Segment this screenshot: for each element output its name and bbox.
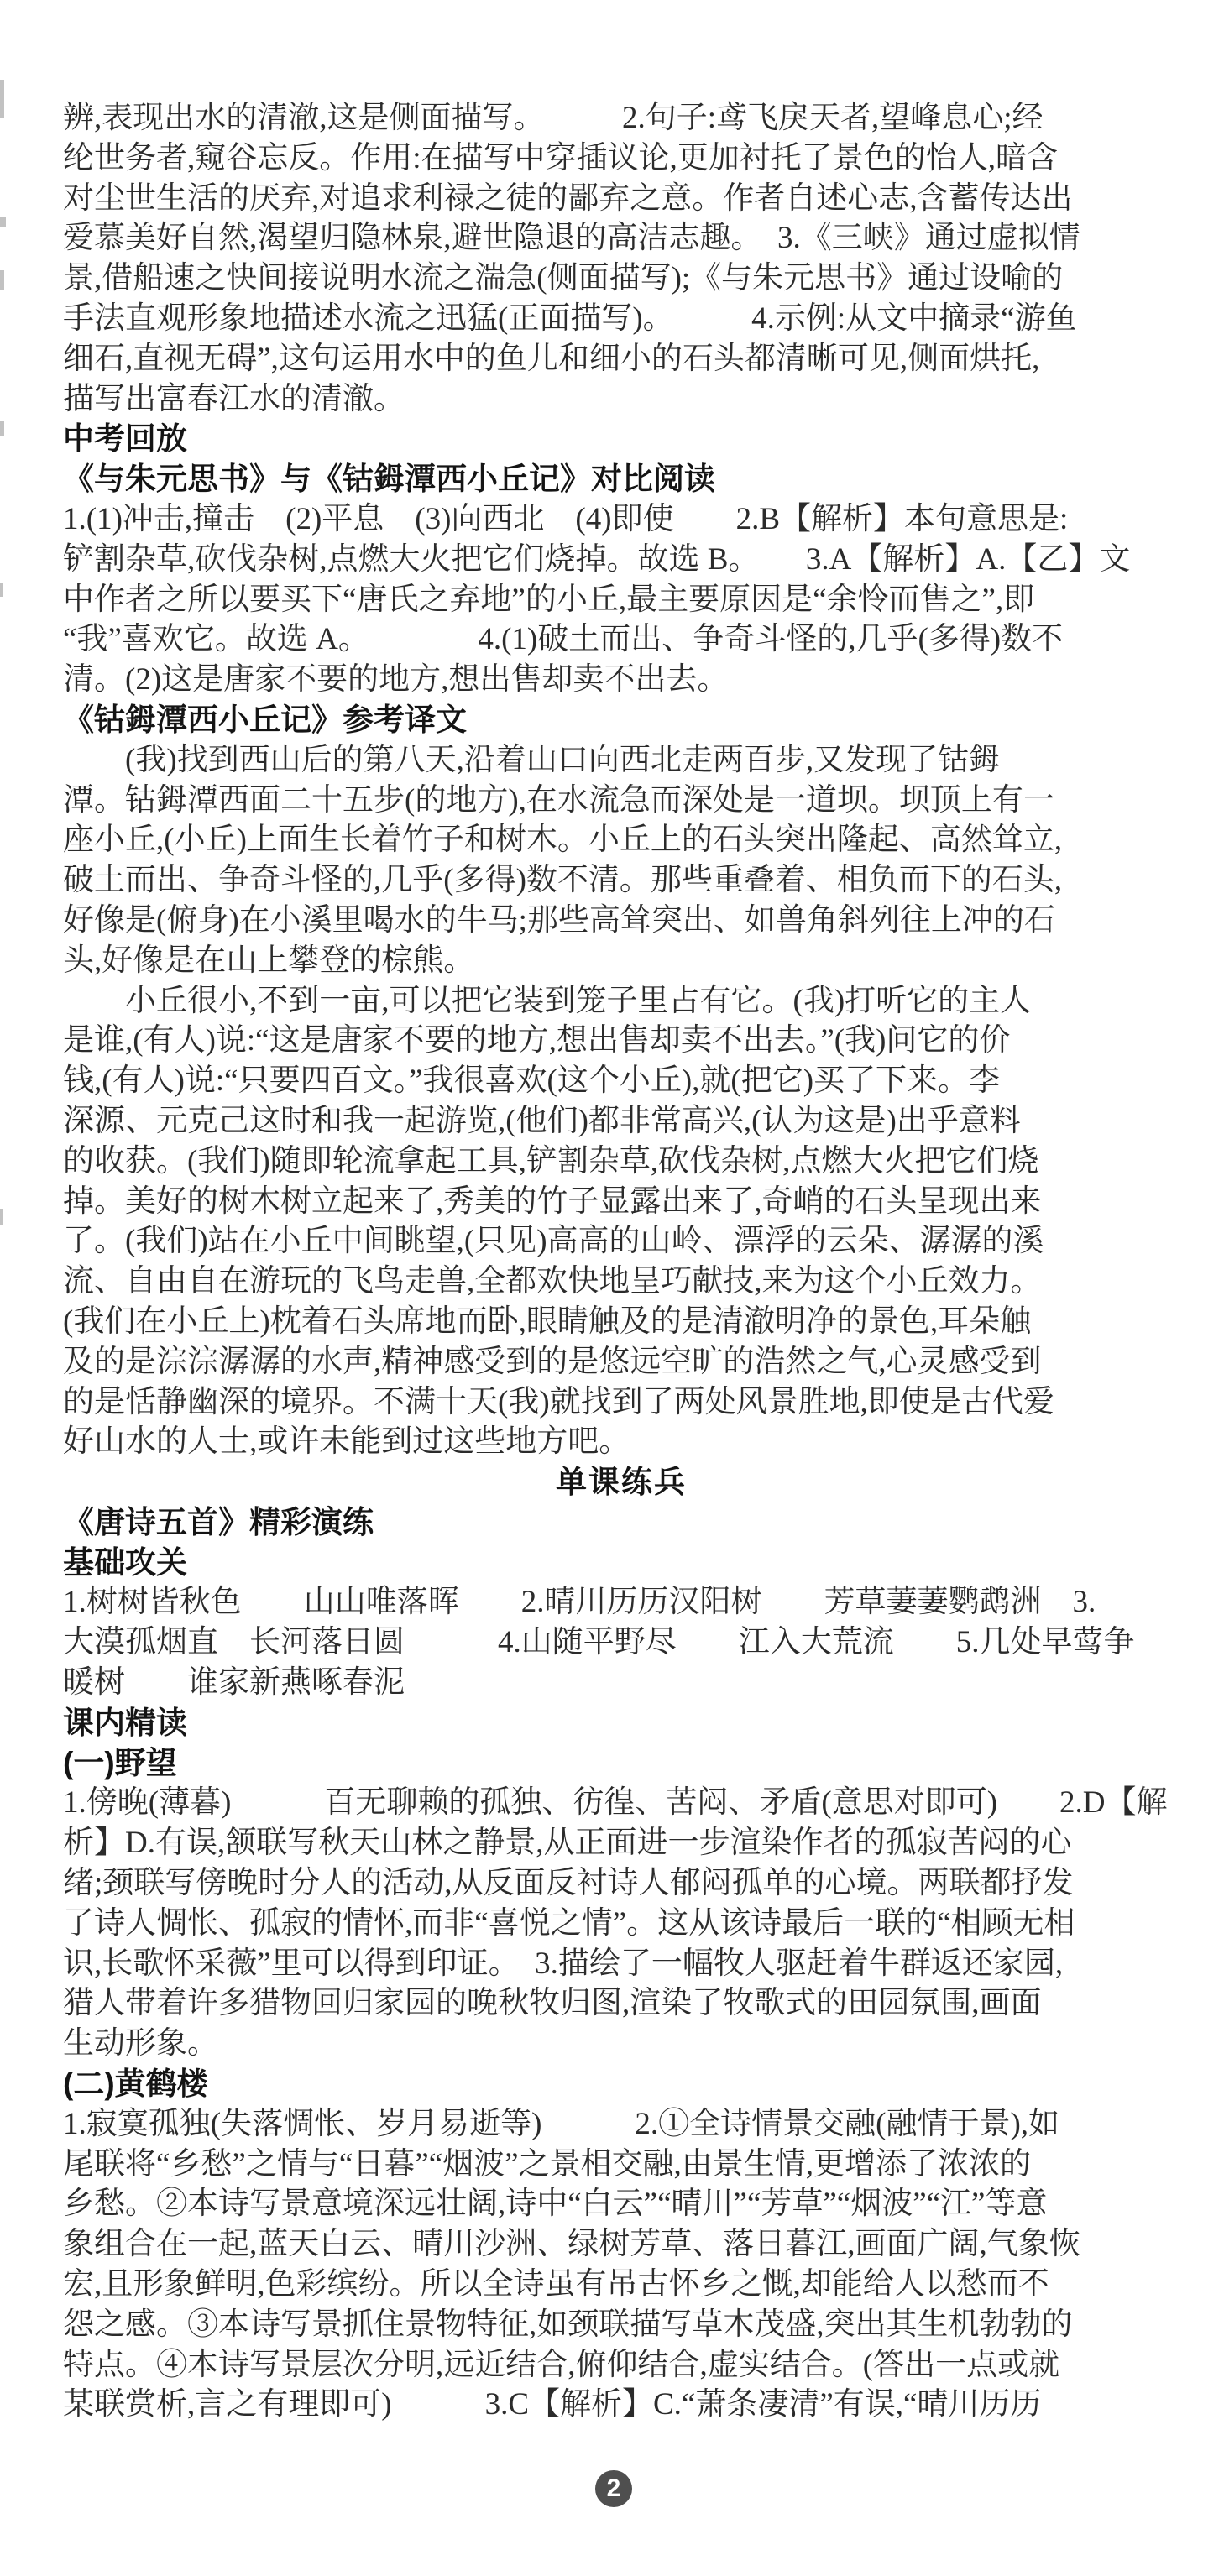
text-line: 是谁,(有人)说:“这是唐家不要的地方,想出售却卖不出去。”(我)问它的价 — [63, 1023, 1011, 1058]
text-line: 流、自由自在游玩的飞鸟走兽,全都欢快地呈巧献技,来为这个小丘效力。 — [63, 1264, 1042, 1299]
text-line: 细石,直视无碍”,这句运用水中的鱼儿和细小的石头都清晰可见,侧面烘托, — [63, 341, 1040, 376]
scan-artifact — [0, 270, 4, 290]
text-line: 铲割杂草,砍伐杂树,点燃大火把它们烧掉。故选 B。 3.A【解析】A.【乙】文 — [63, 541, 1131, 577]
text-line: 手法直观形象地描述水流之迅猛(正面描写)。 4.示例:从文中摘录“游鱼 — [63, 300, 1077, 336]
text-line: 宏,且形象鲜明,色彩缤纷。所以全诗虽有吊古怀乡之慨,却能给人以愁而不 — [63, 2267, 1049, 2302]
text-line: 好山水的人士,或许未能到过这些地方吧。 — [63, 1424, 630, 1460]
section-heading: (一)野望 — [63, 1745, 177, 1780]
text-line: 对尘世生活的厌弃,对追求利禄之徒的鄙弃之意。作者自述心志,含蓄传达出 — [63, 180, 1073, 216]
section-heading: 中考回放 — [63, 421, 187, 457]
text-line: 头,好像是在山上攀登的棕熊。 — [63, 943, 475, 978]
text-line: (我们在小丘上)枕着石头席地而卧,眼睛触及的是清澈明净的景色,耳朵触 — [63, 1304, 1032, 1339]
text-line: 析】D.有误,颔联写秋天山林之静景,从正面进一步渲染作者的孤寂苦闷的心 — [63, 1826, 1072, 1861]
text-line: 中作者之所以要买下“唐氏之弃地”的小丘,最主要原因是“余怜而售之”,即 — [63, 582, 1035, 617]
text-line: 识,长歌怀采薇”里可以得到印证。 3.描绘了一幅牧人驱赶着牛群返还家园, — [63, 1946, 1064, 1981]
text-line: 破土而出、争奇斗怪的,几乎(多得)数不清。那些重叠着、相负而下的石头, — [63, 863, 1063, 898]
text-line: 1.寂寞孤独(失落惆怅、岁月易逝等) 2.①全诗情景交融(融情于景),如 — [63, 2106, 1060, 2141]
text-line: (我)找到西山后的第八天,沿着山口向西北走两百步,又发现了钴鉧 — [63, 742, 1001, 777]
text-line: 的是恬静幽深的境界。不满十天(我)就找到了两处风景胜地,即使是古代爱 — [63, 1384, 1054, 1419]
text-line: 特点。④本诗写景层次分明,远近结合,俯仰结合,虚实结合。(答出一点或就 — [63, 2347, 1060, 2382]
text-line: 钱,(有人)说:“只要四百文。”我很喜欢(这个小丘),就(把它)买了下来。李 — [63, 1063, 1001, 1099]
section-heading: 基础攻关 — [63, 1544, 187, 1580]
section-heading: 课内精读 — [63, 1705, 187, 1740]
text-line: 了。(我们)站在小丘中间眺望,(只见)高高的山岭、漂浮的云朵、潺潺的溪 — [63, 1224, 1044, 1259]
page-number: 2 — [606, 2474, 621, 2502]
section-heading: 单课练兵 — [556, 1465, 687, 1500]
text-line: 小丘很小,不到一亩,可以把它装到笼子里占有它。(我)打听它的主人 — [63, 983, 1032, 1018]
page-number-badge — [595, 2470, 632, 2507]
text-line: 猎人带着许多猎物回归家园的晚秋牧归图,渲染了牧歌式的田园氛围,画面 — [63, 1986, 1042, 2021]
text-line: 绪;颈联写傍晚时分人的活动,从反面反衬诗人郁闷孤单的心境。两联都抒发 — [63, 1866, 1074, 1901]
text-line: 象组合在一起,蓝天白云、晴川沙洲、绿树芳草、落日暮江,画面广阔,气象恢 — [63, 2227, 1080, 2262]
text-line: 清。(2)这是唐家不要的地方,想出售却卖不出去。 — [63, 662, 729, 698]
text-line: 及的是淙淙潺潺的水声,精神感受到的是悠远空旷的浩然之气,心灵感受到 — [63, 1344, 1042, 1379]
text-line: 纶世务者,窥谷忘反。作用:在描写中穿插议论,更加衬托了景色的怡人,暗含 — [63, 140, 1059, 175]
text-line: 好像是(俯身)在小溪里喝水的牛马;那些高耸突出、如兽角斜列往上冲的石 — [63, 902, 1055, 938]
scan-artifact — [0, 421, 4, 436]
text-line: 1.树树皆秋色 山山唯落晖 2.晴川历历汉阳树 芳草萋萋鹦鹉洲 3. — [63, 1585, 1096, 1620]
text-line: 描写出富春江水的清澈。 — [63, 381, 405, 416]
text-line: 了诗人惆怅、孤寂的情怀,而非“喜悦之情”。这从该诗最后一联的“相顾无相 — [63, 1905, 1075, 1941]
text-line: 暖树 谁家新燕啄春泥 — [63, 1665, 405, 1701]
text-line: 深源、元克己这时和我一起游览,(他们)都非常高兴,(认为这是)出乎意料 — [63, 1103, 1021, 1138]
text-line: 乡愁。②本诗写景意境深远壮阔,诗中“白云”“晴川”“芳草”“烟波”“江”等意 — [63, 2187, 1048, 2222]
text-column — [63, 98, 1180, 2425]
text-line: 爱慕美好自然,渴望归隐林泉,避世隐退的高洁志趣。 3.《三峡》通过虚拟情 — [63, 221, 1080, 256]
section-heading: 《与朱元思书》与《钴鉧潭西小丘记》对比阅读 — [63, 462, 715, 497]
text-line: 大漠孤烟直 长河落日圆 4.山随平野尽 江入大荒流 5.几处早莺争 — [63, 1625, 1135, 1660]
text-line: 座小丘,(小丘)上面生长着竹子和树木。小丘上的石头突出隆起、高然耸立, — [63, 823, 1063, 858]
text-line: 1.(1)冲击,撞击 (2)平息 (3)向西北 (4)即使 2.B【解析】本句意思是: — [63, 501, 1069, 536]
scan-artifact — [0, 217, 6, 227]
scan-artifact — [0, 583, 3, 597]
text-line: 1.傍晚(薄暮) 百无聊赖的孤独、彷徨、苦闷、矛盾(意思对即可) 2.D【解 — [63, 1785, 1168, 1821]
section-heading: (二)黄鹤楼 — [63, 2067, 208, 2102]
text-line: “我”喜欢它。故选 A。 4.(1)破土而出、争奇斗怪的,几乎(多得)数不 — [63, 622, 1064, 657]
section-heading: 《钴鉧潭西小丘记》参考译文 — [63, 702, 467, 737]
text-line: 景,借船速之快间接说明水流之湍急(侧面描写);《与朱元思书》通过设喻的 — [63, 261, 1064, 296]
text-line: 尾联将“乡愁”之情与“日暮”“烟波”之景相交融,由景生情,更增添了浓浓的 — [63, 2146, 1032, 2182]
scan-artifact — [0, 1209, 3, 1225]
text-line: 掉。美好的树木树立起来了,秀美的竹子显露出来了,奇峭的石头呈现出来 — [63, 1183, 1042, 1219]
text-line: 生动形象。 — [63, 2026, 218, 2061]
text-line: 怨之感。③本诗写景抓住景物特征,如颈联描写草木茂盛,突出其生机勃勃的 — [63, 2307, 1073, 2342]
section-heading: 《唐诗五首》精彩演练 — [63, 1504, 374, 1539]
scan-artifact — [0, 80, 4, 118]
text-line: 辨,表现出水的清澈,这是侧面描写。 2.句子:鸢飞戾天者,望峰息心;经 — [63, 101, 1044, 135]
text-line: 某联赏析,言之有理即可) 3.C【解析】C.“萧条凄清”有误,“晴川历历 — [63, 2387, 1042, 2422]
text-line: 的收获。(我们)随即轮流拿起工具,铲割杂草,砍伐杂树,点燃大火把它们烧 — [63, 1143, 1039, 1178]
text-line: 潭。钴鉧潭西面二十五步(的地方),在水流急而深处是一道坝。坝顶上有一 — [63, 782, 1054, 818]
